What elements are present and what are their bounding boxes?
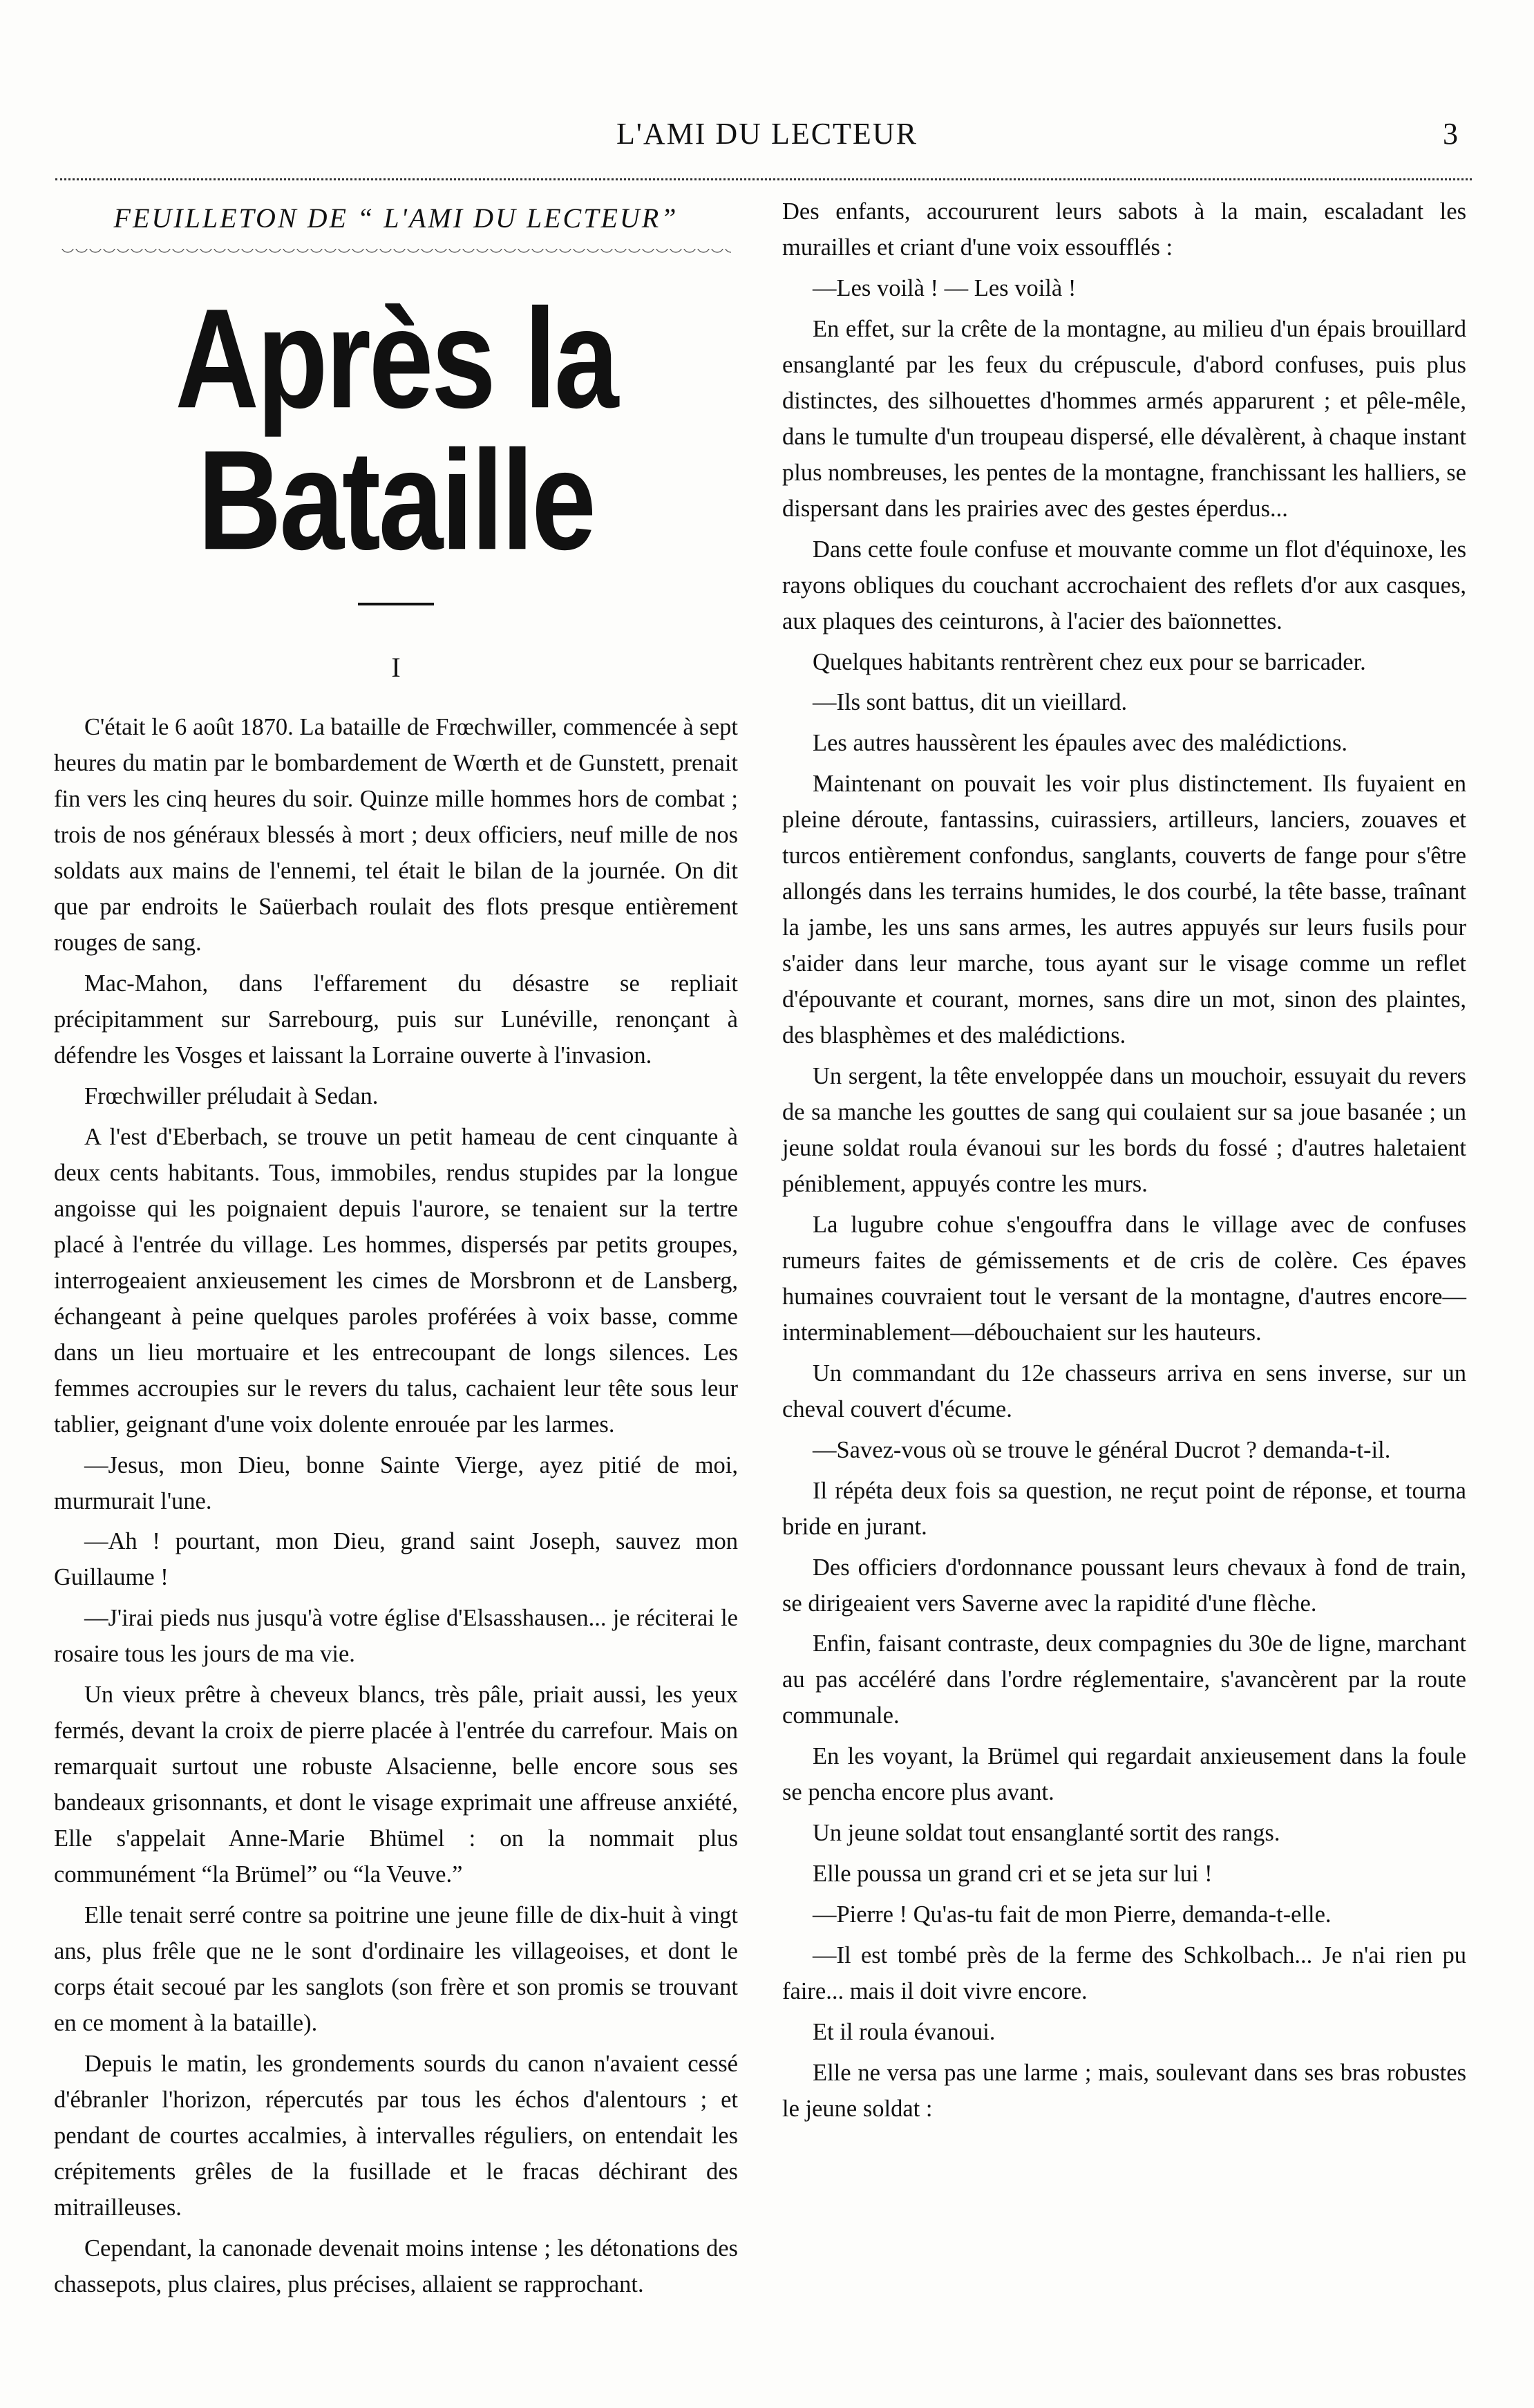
paragraph: C'était le 6 août 1870. La bataille de Frœchwiller, commencée à sept heures du matin par le bombardement de Wœrth et de Gunstett, prenait fin vers les cinq heures du soir. Quinze mille hommes hors de combat ; trois de nos généraux blessés à mort ; deux officiers, neuf mille de nos soldats aux mains de l'ennemi, tel était le bilan de la journée. On dit que par endroits le Saüerbach roulait des flots presque entièrement rouges de sang. bbox=[54, 714, 738, 956]
paragraph: En effet, sur la crête de la montagne, au milieu d'un épais brouillard ensanglanté par les feux du crépuscule, d'abord confuses, puis plus distinctes, des silhouettes d'hommes armés apparurent ; et pêle-mêle, dans le tumulte d'un troupeau dispersé, elle dévalèrent, à chaque instant plus nombreuses, les pentes de la montagne, franchissant les halliers, se dispersant dans les prairies avec des gestes éperdus... bbox=[782, 315, 1466, 522]
newspaper-title: L'AMI DU LECTEUR bbox=[616, 117, 918, 151]
page-number: 3 bbox=[1443, 117, 1458, 151]
paragraph: Un vieux prêtre à cheveux blancs, très pâle, priait aussi, les yeux fermés, devant la croix de pierre placée à l'entrée du carrefour. Mais on remarquait surtout une robuste Alsacienne, belle encore sous ses bandeaux grisonnants, et dont le visage exprimait une affreuse anxiété, Elle s'appelait Anne-Marie Bhümel : on la nommait plus communément “la Brümel” ou “la Veuve.” bbox=[54, 1682, 738, 1888]
paragraph: Quelques habitants rentrèrent chez eux pour se barricader. bbox=[813, 648, 1366, 675]
paragraph: A l'est d'Eberbach, se trouve un petit hameau de cent cinquante à deux cents habitants. Tous, immobiles, rendus stupides par la longue angoisse qui les poignaient depuis l'aurore, se tenaient sur la tertre placé à l'entrée du village. Les hommes, dispersés par petits groupes, interrogeaient anxieusement les cimes de Morsbronn et de Lansberg, échangeant à peine quelques paroles proférées à voix basse, comme dans un lieu mortuaire et les entrecoupant de longs silences. Les femmes accroupies sur le revers du talus, cachaient leur tête sous leur tablier, geignant d'une voix dolente enrouée par les larmes. bbox=[54, 1123, 738, 1438]
paragraph: Il répéta deux fois sa question, ne reçut point de réponse, et tourna bride en jurant. bbox=[782, 1477, 1466, 1540]
paragraph: Mac-Mahon, dans l'effarement du désastre se repliait précipitamment sur Sarrebourg, puis sur Lunéville, renonçant à défendre les Vosges et laissant la Lorraine ouverte à l'invasion. bbox=[54, 970, 738, 1069]
paragraph: Des enfants, accoururent leurs sabots à la main, escaladant les murailles et criant d'une voix essoufflés : bbox=[782, 198, 1466, 261]
paragraph: —Savez-vous où se trouve le général Ducrot ? demanda-t-il. bbox=[813, 1436, 1391, 1463]
paragraph: Un commandant du 12e chasseurs arriva en sens inverse, sur un cheval couvert d'écume. bbox=[782, 1360, 1466, 1422]
paragraph: Un sergent, la tête enveloppée dans un mouchoir, essuyait du revers de sa manche les gouttes de sang qui coulaient sur sa joue basanée ; un jeune soldat roula évanoui sur les bords du fossé ; d'autres haletaient péniblement, appuyés contre les murs. bbox=[782, 1063, 1466, 1198]
paragraph: En les voyant, la Brümel qui regardait anxieusement dans la foule se pencha encore plus avant. bbox=[782, 1743, 1466, 1806]
paragraph: Enfin, faisant contraste, deux compagnies du 30e de ligne, marchant au pas accéléré dans l'ordre réglementaire, s'avancèrent par la route communale. bbox=[782, 1630, 1466, 1729]
story-title: Après la Bataille bbox=[175, 279, 617, 580]
feuilleton-heading: FEUILLETON DE “ L'AMI DU LECTEUR” bbox=[113, 203, 679, 234]
paragraph: Des officiers d'ordonnance poussant leurs chevaux à fond de train, se dirigeaient vers Saverne avec la rapidité d'une flèche. bbox=[782, 1554, 1466, 1617]
paragraph: La lugubre cohue s'engouffra dans le village avec de confuses rumeurs faites de gémissements et de cris de colère. Ces épaves humaines couvraient tout le versant de la montagne, d'autres encore—interminablement—débouchaient sur les hauteurs. bbox=[782, 1212, 1466, 1346]
header-divider bbox=[55, 178, 1472, 180]
paragraph: —Ils sont battus, dit un vieillard. bbox=[813, 689, 1128, 716]
right-column bbox=[782, 194, 1466, 2132]
paragraph: —Pierre ! Qu'as-tu fait de mon Pierre, demanda-t-elle. bbox=[813, 1901, 1332, 1928]
chapter-number: I bbox=[391, 652, 401, 683]
paragraph: Maintenant on pouvait les voir plus distinctement. Ils fuyaient en pleine déroute, fantassins, cuirassiers, artilleurs, lanciers, zouaves et turcos entièrement confondus, sanglants, couverts de fange pour s'être allongés dans les terrains humides, le dos courbé, la tête basse, traînant la jambe, les uns sans armes, les autres appuyés sur leurs fusils pour s'aider dans leur marche, tous ayant sur le visage comme un reflet d'épouvante et courant, mornes, sans dire un mot, sinon des plaintes, des blasphèmes et des malédictions. bbox=[782, 771, 1466, 1049]
paragraph: Un jeune soldat tout ensanglanté sortit des rangs. bbox=[813, 1820, 1280, 1847]
wavy-divider bbox=[61, 249, 731, 263]
paragraph: —Les voilà ! — Les voilà ! bbox=[813, 274, 1077, 301]
paragraph: Dans cette foule confuse et mouvante comme un flot d'équinoxe, les rayons obliques du couchant accrochaient des reflets d'or aux casques, aux plaques des ceinturons, à l'acier des baïonnettes. bbox=[782, 536, 1466, 634]
paragraph: —Il est tombé près de la ferme des Schkolbach... Je n'ai rien pu faire... mais il doit vivre encore. bbox=[782, 1941, 1466, 2004]
paragraph: Les autres haussèrent les épaules avec des malédictions. bbox=[813, 730, 1348, 757]
paragraph: —Ah ! pourtant, mon Dieu, grand saint Joseph, sauvez mon Guillaume ! bbox=[54, 1528, 738, 1591]
paragraph: Frœchwiller préludait à Sedan. bbox=[84, 1082, 379, 1109]
paragraph: —J'irai pieds nus jusqu'à votre église d'Elsasshausen... je réciterai le rosaire tous les jours de ma vie. bbox=[54, 1605, 738, 1668]
paragraph: Cependant, la canonade devenait moins intense ; les détonations des chassepots, plus claires, plus précises, allaient se rapprochant. bbox=[54, 2235, 738, 2297]
paragraph: Elle poussa un grand cri et se jeta sur lui ! bbox=[813, 1861, 1213, 1888]
paragraph: Et il roula évanoui. bbox=[813, 2018, 996, 2045]
title-rule bbox=[358, 603, 434, 605]
paragraph: Elle ne versa pas une larme ; mais, soulevant dans ses bras robustes le jeune soldat : bbox=[782, 2059, 1466, 2122]
paragraph: Elle tenait serré contre sa poitrine une jeune fille de dix-huit à vingt ans, plus frêle que ne le sont d'ordinaire les villageoises, et dont le corps était secoué par les sanglots (son frère et son promis se trouvant en ce moment à la bataille). bbox=[54, 1902, 738, 2037]
left-body-text bbox=[54, 709, 738, 2302]
left-column bbox=[54, 194, 738, 2307]
paragraph: —Jesus, mon Dieu, bonne Sainte Vierge, ayez pitié de moi, murmurait l'une. bbox=[54, 1451, 738, 1514]
paragraph: Depuis le matin, les grondements sourds du canon n'avaient cessé d'ébranler l'horizon, répercutés par tous les échos d'alentours ; et pendant de courtes accalmies, à intervalles réguliers, on entendait les crépitements grêles de la fusillade et le fracas déchirant des mitrailleuses. bbox=[54, 2051, 738, 2221]
right-body-text bbox=[782, 194, 1466, 2127]
